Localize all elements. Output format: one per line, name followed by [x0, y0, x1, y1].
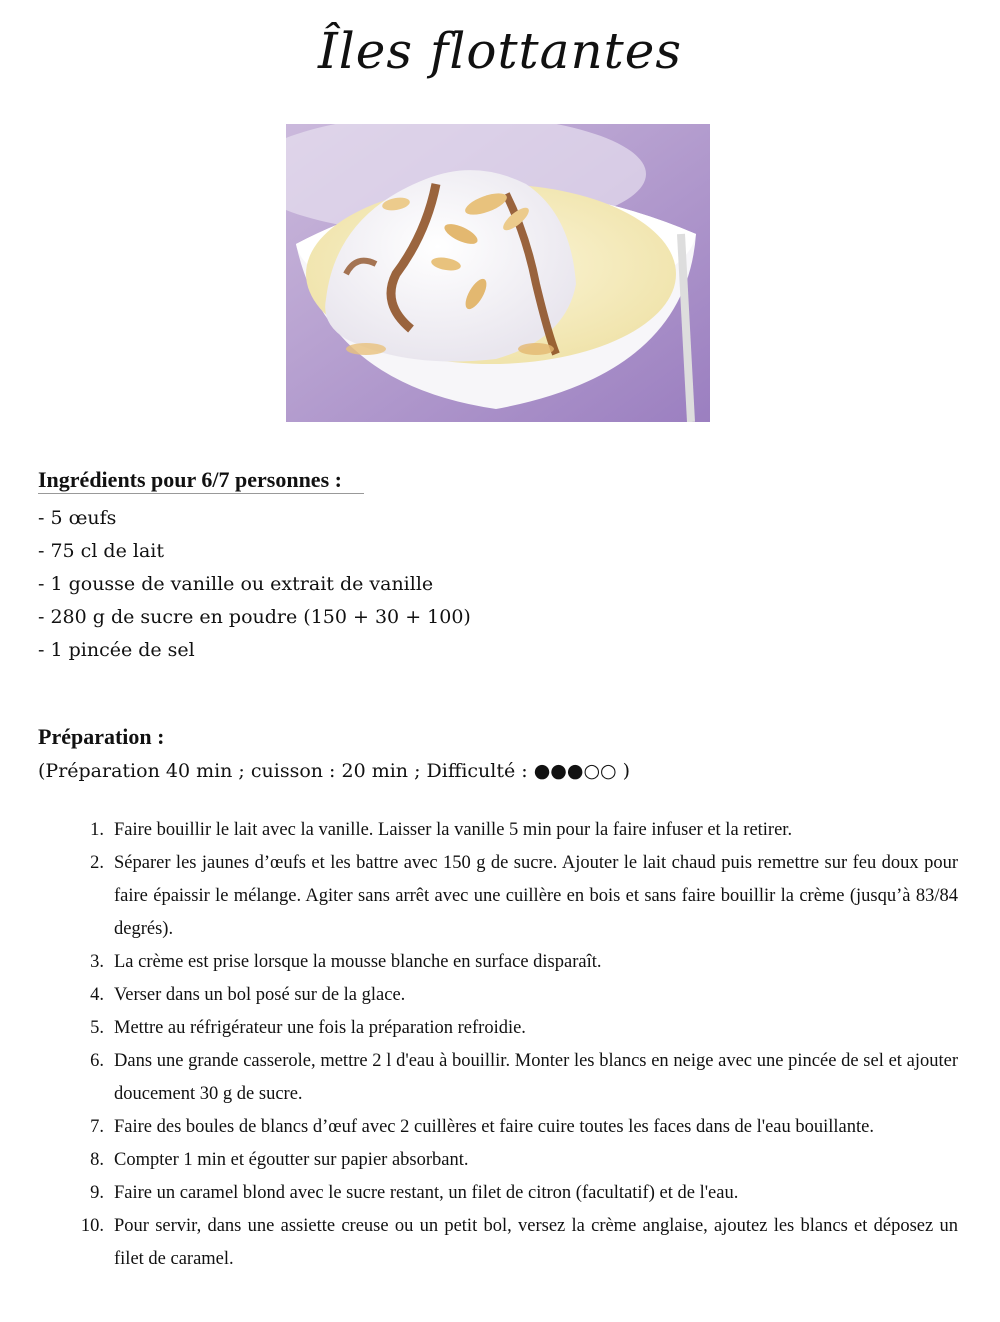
preparation-meta: (Préparation 40 min ; cuisson : 20 min ; Difficulté : ●●●○○ )	[38, 760, 631, 782]
step-number: 3.	[90, 952, 104, 972]
step-item	[64, 979, 958, 1012]
step-item	[64, 946, 958, 979]
step-number: 10.	[80, 1216, 104, 1236]
step-item	[64, 1210, 958, 1276]
step-text: Faire bouillir le lait avec la vanille. Laisser la vanille 5 min pour la faire infuser et la retirer.	[114, 820, 793, 840]
step-text: Faire des boules de blancs d’œuf avec 2 cuillères et faire cuire toutes les faces dans de l'eau bouillante.	[114, 1117, 874, 1137]
step-number: 9.	[90, 1183, 104, 1203]
step-text: Verser dans un bol posé sur de la glace.	[114, 985, 406, 1005]
ingredient-item: - 280 g de sucre en poudre (150 + 30 + 100)	[38, 606, 471, 628]
step-number: 1.	[90, 820, 104, 840]
dessert-photo-icon	[286, 124, 710, 422]
step-item	[64, 1177, 958, 1210]
ingredient-item: - 1 pincée de sel	[38, 639, 195, 661]
preparation-heading: Préparation :	[38, 724, 165, 749]
step-item	[64, 1144, 958, 1177]
step-item	[64, 1045, 958, 1111]
step-text: Dans une grande casserole, mettre 2 l d'eau à bouillir. Monter les blancs en neige avec une pincée de sel et ajouter doucement 30 g de sucre.	[114, 1051, 958, 1104]
ingredients-heading: Ingrédients pour 6/7 personnes :	[38, 467, 364, 494]
step-number: 2.	[90, 853, 104, 873]
step-number: 4.	[90, 985, 104, 1005]
step-text: Séparer les jaunes d’œufs et les battre avec 150 g de sucre. Ajouter le lait chaud puis remettre sur feu doux pour faire épaissir le mélange. Agiter sans arrêt avec une cuillère en bois et sans faire bouillir la crème (jusqu’à 83/84 degrés).	[114, 853, 958, 939]
ingredients-list	[38, 502, 471, 667]
step-number: 7.	[90, 1117, 104, 1137]
steps-list	[64, 814, 958, 1276]
step-number: 5.	[90, 1018, 104, 1038]
step-text: Faire un caramel blond avec le sucre restant, un filet de citron (facultatif) et de l'eau.	[114, 1183, 739, 1203]
step-text: Mettre au réfrigérateur une fois la préparation refroidie.	[114, 1018, 526, 1038]
step-number: 6.	[90, 1051, 104, 1071]
dessert-photo	[286, 124, 710, 422]
step-item	[64, 1111, 958, 1144]
ingredient-item: - 75 cl de lait	[38, 540, 164, 562]
step-number: 8.	[90, 1150, 104, 1170]
step-text: Pour servir, dans une assiette creuse ou un petit bol, versez la crème anglaise, ajoutez les blancs et déposez un filet de caramel.	[114, 1216, 958, 1269]
step-text: La crème est prise lorsque la mousse blanche en surface disparaît.	[114, 952, 602, 972]
step-text: Compter 1 min et égoutter sur papier absorbant.	[114, 1150, 469, 1170]
step-item	[64, 1012, 958, 1045]
step-item	[64, 814, 958, 847]
ingredient-item: - 1 gousse de vanille ou extrait de vanille	[38, 573, 434, 595]
page-title: Îles flottantes	[317, 22, 683, 80]
ingredient-item: - 5 œufs	[38, 507, 117, 529]
step-item	[64, 847, 958, 946]
